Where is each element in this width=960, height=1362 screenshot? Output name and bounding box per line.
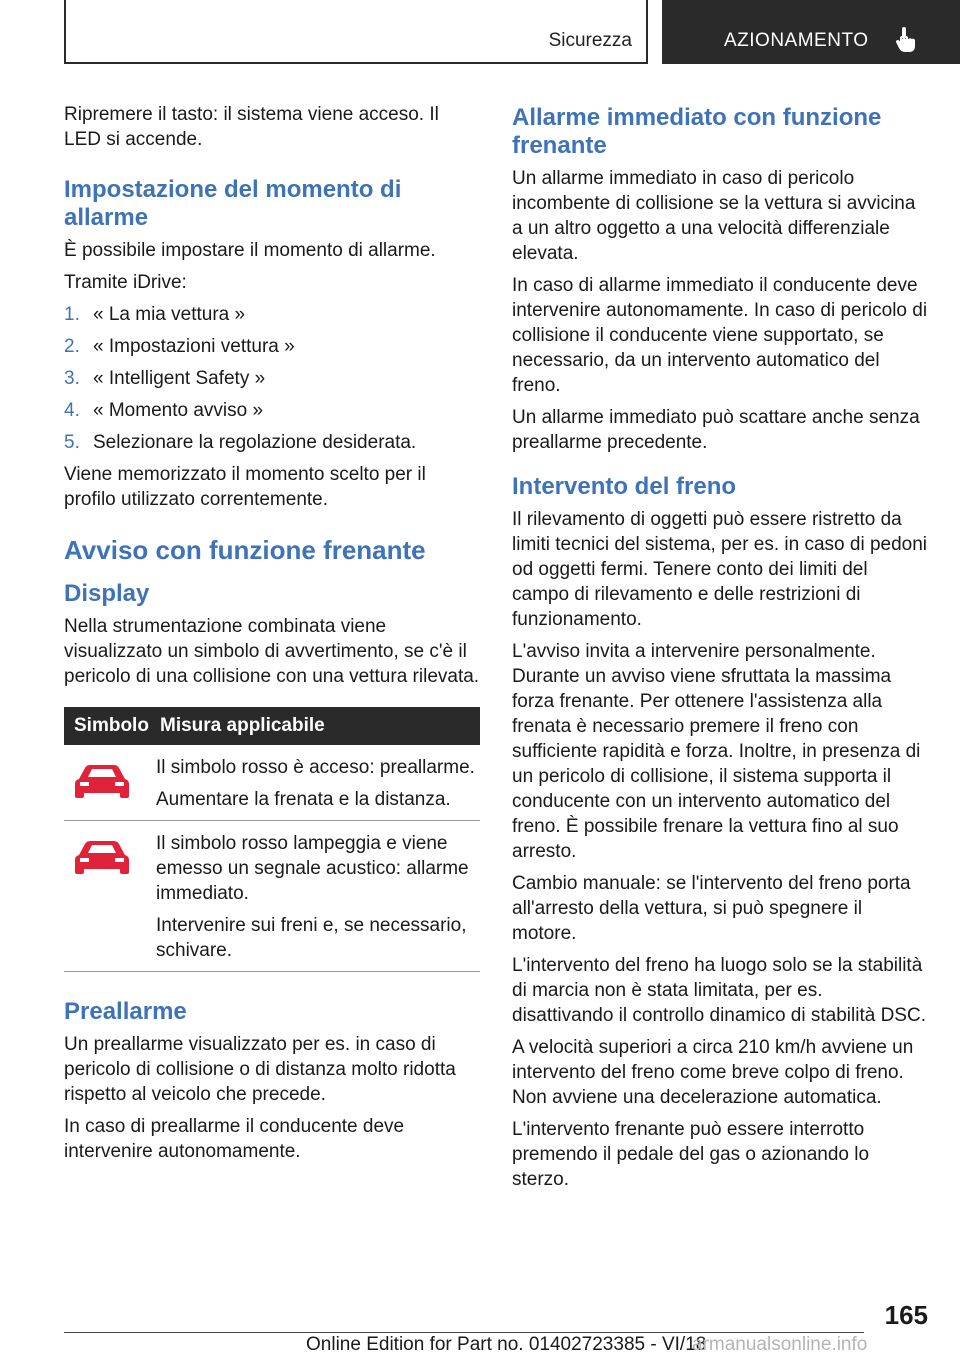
measure-text: Il simbolo rosso lampeggia e viene emesso un segnale acustico: allarme immediato. [156, 833, 469, 904]
step-text: « La mia vettura » [93, 304, 246, 325]
list-item [64, 398, 480, 423]
idrive-steps-list [64, 302, 480, 455]
heading-prealarm: Preallarme [64, 998, 187, 1025]
table-header-measure: Misura applicabile [156, 707, 480, 745]
paragraph-brake-1: Il rilevamento di oggetti può essere ristretto da limiti tecnici del sistema, per es. in caso di pedoni od oggetti fermi. Tenere conto dei limiti del campo di rilevamento e delle restrizioni di funzionamento. [512, 509, 928, 630]
symbol-cell [64, 821, 156, 972]
list-item [64, 334, 480, 359]
paragraph-saved: Viene memorizzato il momento scelto per il profilo utilizzato correntemente. [64, 464, 426, 510]
paragraph-brake-3: Cambio manuale: se l'intervento del freno porta all'arresto della vettura, si può spegnere il motore. [512, 873, 911, 944]
intro-paragraph: Ripremere il tasto: il sistema viene acceso. Il LED si accende. [64, 104, 439, 150]
left-column [64, 102, 480, 1171]
paragraph-prealarm-2: In caso di preallarme il conducente deve intervenire autonomamente. [64, 1116, 405, 1162]
step-text: « Impostazioni vettura » [93, 336, 295, 357]
step-number: 1. [64, 304, 80, 325]
step-number: 5. [64, 432, 80, 453]
red-car-icon [73, 839, 131, 877]
measure-cell [156, 821, 480, 972]
symbol-table [64, 707, 480, 972]
step-number: 3. [64, 368, 80, 389]
measure-text: Intervenire sui freni e, se necessario, schivare. [156, 915, 467, 961]
footer-divider [64, 1332, 864, 1333]
measure-text: Aumentare la frenata e la distanza. [156, 789, 451, 810]
paragraph-display: Nella strumentazione combinata viene visualizzato un simbolo di avvertimento, se c'è il pericolo di una collisione con una vettura rilevata. [64, 616, 480, 687]
paragraph-brake-4: L'intervento del freno ha luogo solo se la stabilità di marcia non è stata limitata, per es. disattivando il controllo dinamico di stabilità DSC. [512, 955, 926, 1026]
paragraph-brake-6: L'intervento frenante può essere interrotto premendo il pedale del gas o azionando lo sterzo. [512, 1119, 870, 1190]
measure-text: Il simbolo rosso è acceso: preallarme. [156, 757, 475, 778]
paragraph-brake-2: L'avviso invita a intervenire personalmente. Durante un avviso viene sfruttata la massima forza frenante. Per ottenere l'assistenza alla frenata è necessario premere il freno con sufficiente rapidità e forza. Inoltre, in presenza di un pericolo di collisione, il sistema supporta il conducente con un intervento automatico del freno. È possibile frenare la vettura fino al suo arresto. [512, 641, 921, 862]
list-item [64, 430, 480, 455]
red-car-icon [73, 763, 131, 801]
symbol-cell [64, 745, 156, 821]
heading-main-section: Avviso con funzione frenante [64, 535, 426, 565]
watermark-text: armanualsonline.info [692, 1334, 868, 1355]
table-header-symbol: Simbolo [64, 707, 156, 745]
edition-text: Online Edition for Part no. 01402723385 - VI/18 [306, 1334, 707, 1355]
header-section-box [64, 0, 648, 64]
heading-immediate-alarm: Allarme immediato con funzione frenante [512, 104, 882, 159]
hand-pointer-icon [894, 26, 918, 54]
step-text: « Intelligent Safety » [93, 368, 266, 389]
step-number: 4. [64, 400, 80, 421]
paragraph-immediate-3: Un allarme immediato può scattare anche senza preallarme precedente. [512, 407, 920, 453]
table-row [64, 745, 480, 821]
heading-warning-time: Impostazione del momento di allarme [64, 176, 402, 231]
paragraph-immediate-1: Un allarme immediato in caso di pericolo incombente di collisione se la vettura si avvicina a un altro oggetto a una velocità differenziale elevata. [512, 168, 916, 264]
page-number: 165 [884, 1300, 928, 1330]
heading-display: Display [64, 580, 150, 607]
paragraph-via-idrive: Tramite iDrive: [64, 272, 187, 293]
paragraph-immediate-2: In caso di allarme immediato il conducente deve intervenire autonomamente. In caso di pericolo di collisione il conducente viene supportato, se necessario, da un intervento automatico del freno. [512, 275, 928, 396]
measure-cell [156, 745, 480, 821]
step-text: Selezionare la regolazione desiderata. [93, 432, 417, 453]
header-chapter-box [662, 0, 960, 64]
step-number: 2. [64, 336, 80, 357]
list-item [64, 366, 480, 391]
right-column [512, 102, 928, 1199]
paragraph-prealarm-1: Un preallarme visualizzato per es. in caso di pericolo di collisione o di distanza molto ridotta rispetto al veicolo che precede. [64, 1034, 456, 1105]
list-item [64, 302, 480, 327]
header-chapter-title: AZIONAMENTO [724, 30, 869, 51]
paragraph-brake-5: A velocità superiori a circa 210 km/h avviene un intervento del freno come breve colpo di freno. Non avviene una decelerazione automatica. [512, 1037, 914, 1108]
table-row [64, 821, 480, 972]
heading-brake-intervention: Intervento del freno [512, 473, 737, 500]
header-section-title: Sicurezza [548, 30, 632, 51]
paragraph-possible: È possibile impostare il momento di allarme. [64, 240, 436, 261]
step-text: « Momento avviso » [93, 400, 264, 421]
